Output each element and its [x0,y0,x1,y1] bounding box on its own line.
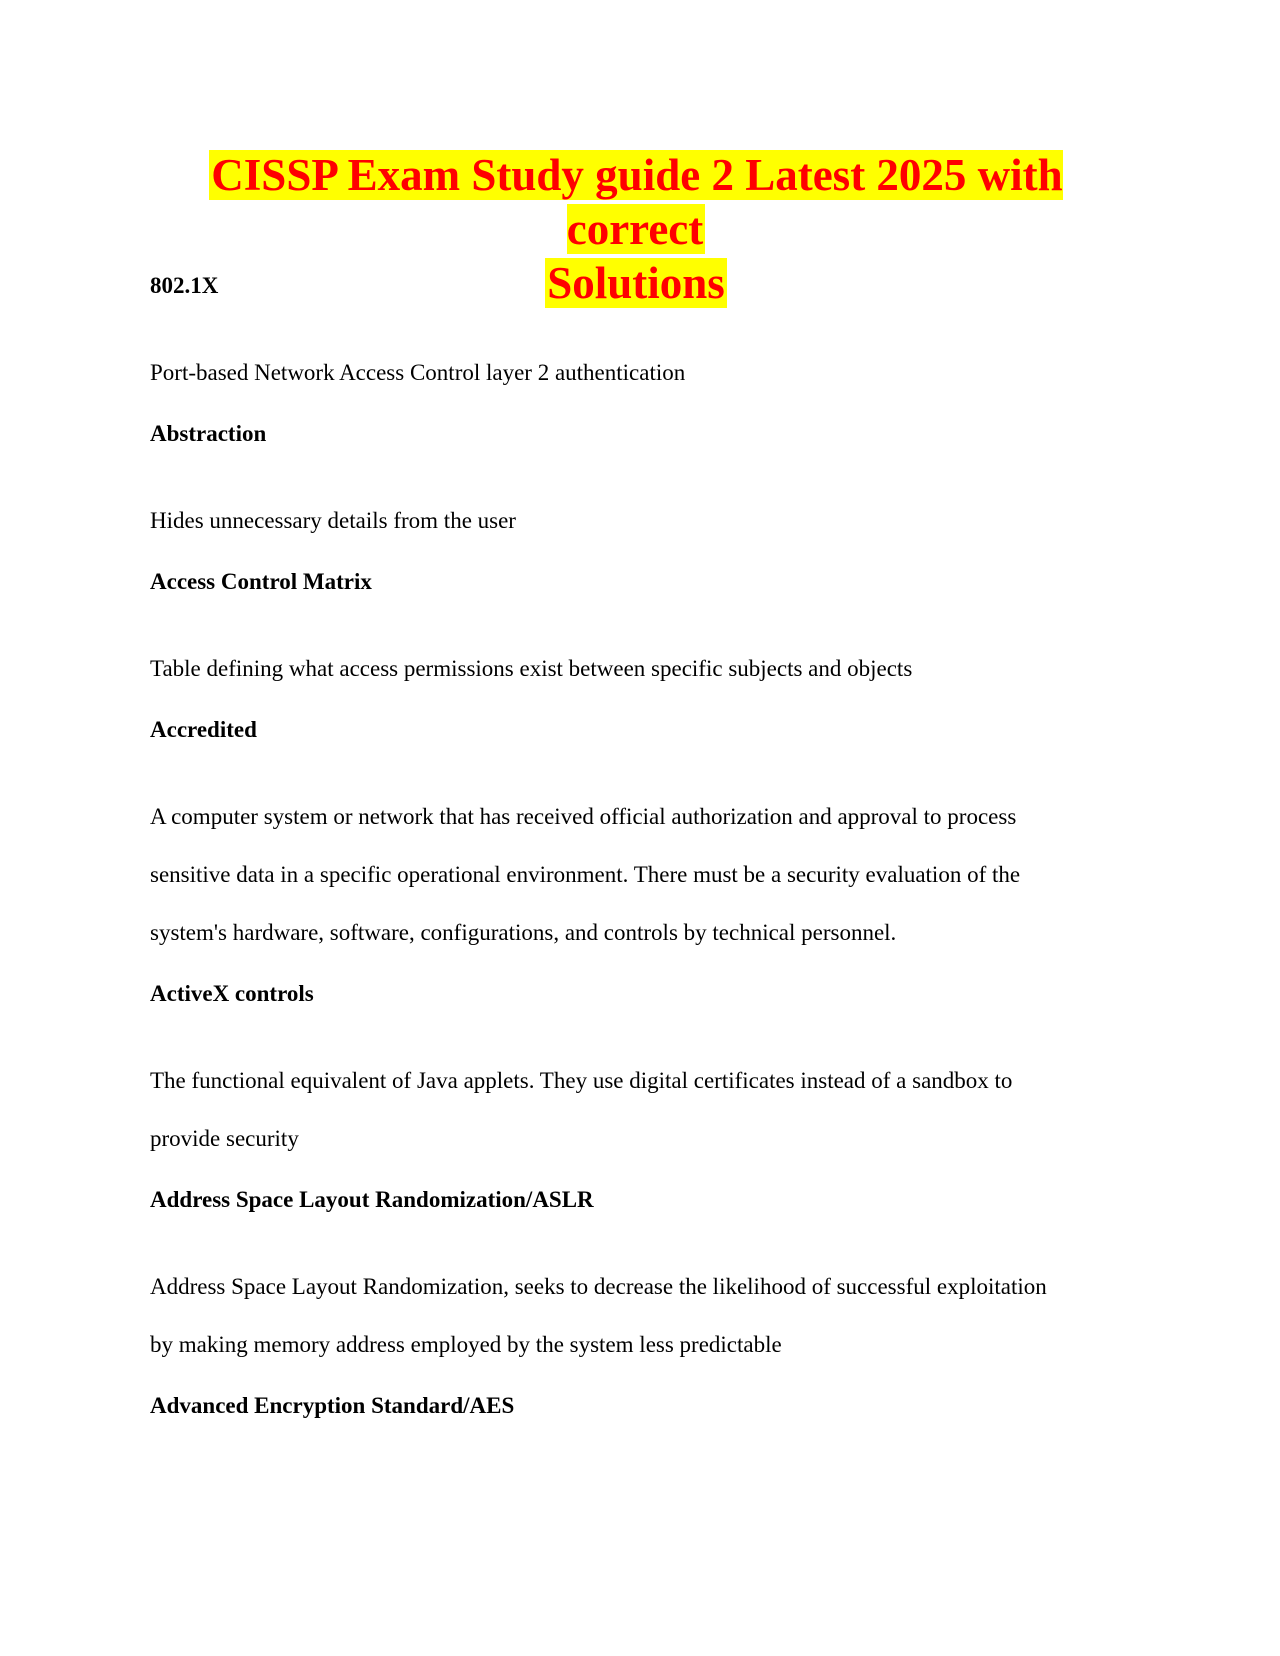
definition-line: sensitive data in a specific operational environment. There must be a security evaluation of the [150,862,1021,887]
definition-line: system's hardware, software, configurations, and controls by technical personnel. [150,920,897,945]
glossary-definition [150,1052,1140,1168]
definition-line: by making memory address employed by the system less predictable [150,1332,782,1357]
definition-line: Port-based Network Access Control layer 2 authentication [150,360,686,385]
glossary-term: Access Control Matrix [150,569,372,594]
title-line-1: CISSP Exam Study guide 2 Latest 2025 with correct [211,150,1063,254]
glossary-term: Address Space Layout Randomization/ASLR [150,1187,594,1212]
definition-line: The functional equivalent of Java applets. They use digital certificates instead of a sandbox to [150,1068,1013,1093]
glossary-definition [150,344,1140,402]
title-line-2: Solutions [547,258,725,308]
glossary-definition [150,492,1140,550]
glossary-term: Advanced Encryption Standard/AES [150,1393,515,1418]
definition-line: Table defining what access permissions exist between specific subjects and objects [150,656,913,681]
glossary-term: ActiveX controls [150,981,314,1006]
glossary-term: Abstraction [150,421,267,446]
glossary-term: 802.1X [150,273,219,298]
definition-line: provide security [150,1126,299,1151]
glossary-definition [150,788,1140,962]
definition-line: Address Space Layout Randomization, seeks to decrease the likelihood of successful exploitation [150,1274,1047,1299]
glossary-content [150,270,1140,1464]
definition-line: Hides unnecessary details from the user [150,508,516,533]
glossary-definition [150,640,1140,698]
glossary-term: Accredited [150,717,257,742]
glossary-definition [150,1258,1140,1374]
definition-line: A computer system or network that has received official authorization and approval to process [150,804,1017,829]
